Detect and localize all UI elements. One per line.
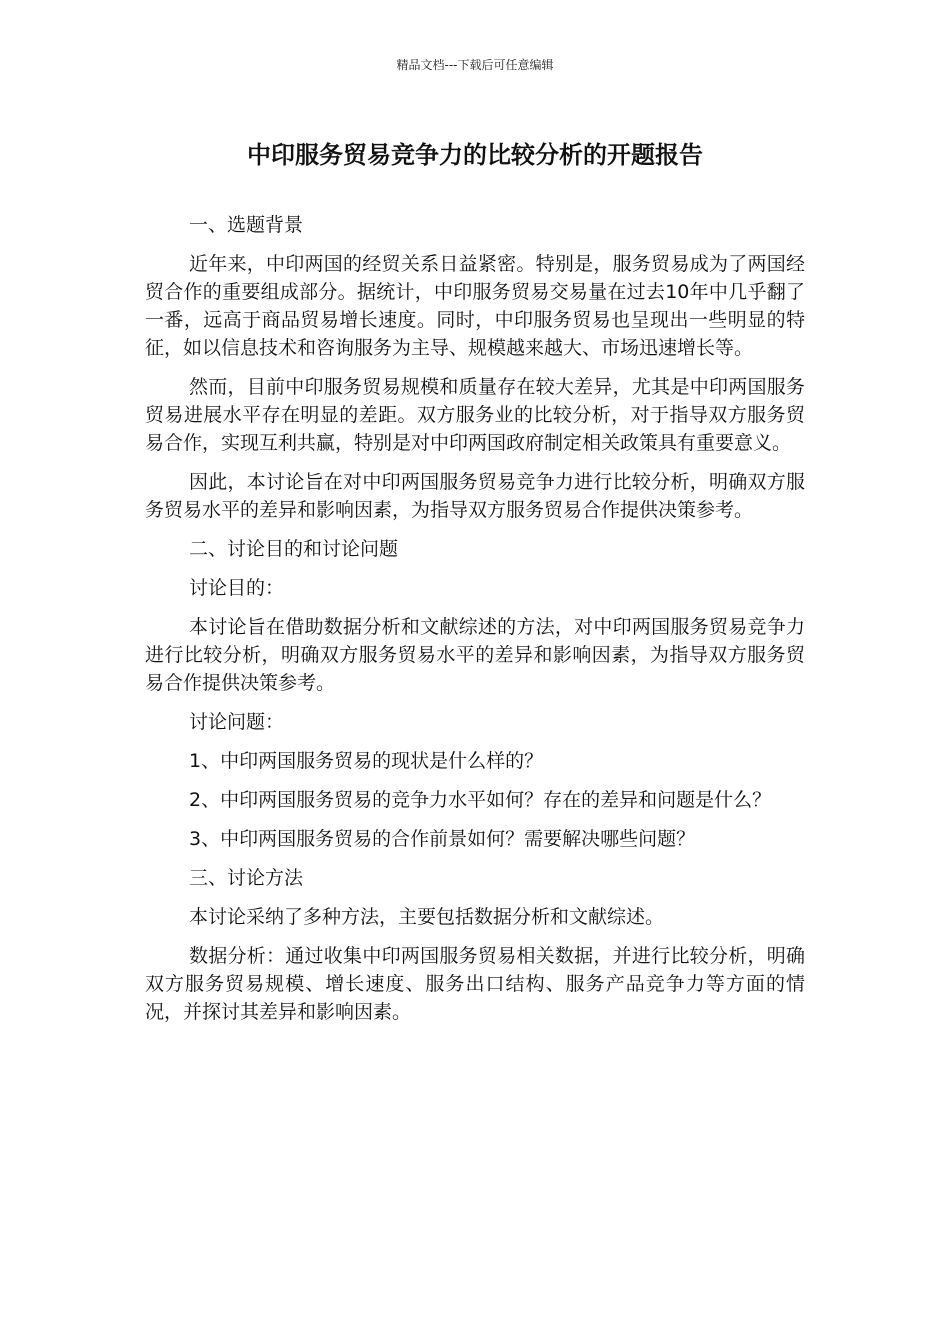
section-heading-purpose: 二、讨论目的和讨论问题 xyxy=(189,538,399,560)
paragraph-purpose: 本讨论旨在借助数据分析和文献综述的方法，对中印两国服务贸易竞争力进行比较分析，明确双方服务贸易水平的差异和影响因素，为指导双方服务贸易合作提供决策参考。 xyxy=(145,616,805,694)
question-item-3: 3、中印两国服务贸易的合作前景如何？需要解决哪些问题？ xyxy=(189,828,696,850)
document-title: 中印服务贸易竞争力的比较分析的开题报告 xyxy=(247,141,703,169)
section-heading-background: 一、选题背景 xyxy=(189,214,304,236)
paragraph-methods-1: 本讨论采纳了多种方法，主要包括数据分析和文献综述。 xyxy=(189,906,665,928)
question-item-1: 1、中印两国服务贸易的现状是什么样的？ xyxy=(189,750,544,772)
paragraph-background-3: 因此，本讨论旨在对中印两国服务贸易竞争力进行比较分析，明确双方服务贸易水平的差异和影响因素，为指导双方服务贸易合作提供决策参考。 xyxy=(145,471,805,521)
question-item-2: 2、中印两国服务贸易的竞争力水平如何？存在的差异和问题是什么？ xyxy=(189,789,772,811)
label-questions: 讨论问题： xyxy=(189,711,285,733)
document-body xyxy=(145,211,805,1037)
page-header: 精品文档---下载后可任意编辑 xyxy=(396,58,554,72)
paragraph-background-2: 然而，目前中印服务贸易规模和质量存在较大差异，尤其是中印两国服务贸易进展水平存在明显的差距。双方服务业的比较分析，对于指导双方服务贸易合作，实现互利共赢，特别是对中印两国政府制定相关政策具有重要意义。 xyxy=(145,376,805,454)
paragraph-background-1: 近年来，中印两国的经贸关系日益紧密。特别是，服务贸易成为了两国经贸合作的重要组成部分。据统计，中印服务贸易交易量在过去10年中几乎翻了一番，远高于商品贸易增长速度。同时，中印服务贸易也呈现出一些明显的特征，如以信息技术和咨询服务为主导、规模越来越大、市场迅速增长等。 xyxy=(145,253,805,359)
label-purpose: 讨论目的： xyxy=(189,577,285,599)
paragraph-methods-2: 数据分析：通过收集中印两国服务贸易相关数据，并进行比较分析，明确双方服务贸易规模、增长速度、服务出口结构、服务产品竞争力等方面的情况，并探讨其差异和影响因素。 xyxy=(145,945,805,1023)
section-heading-methods: 三、讨论方法 xyxy=(189,867,304,889)
